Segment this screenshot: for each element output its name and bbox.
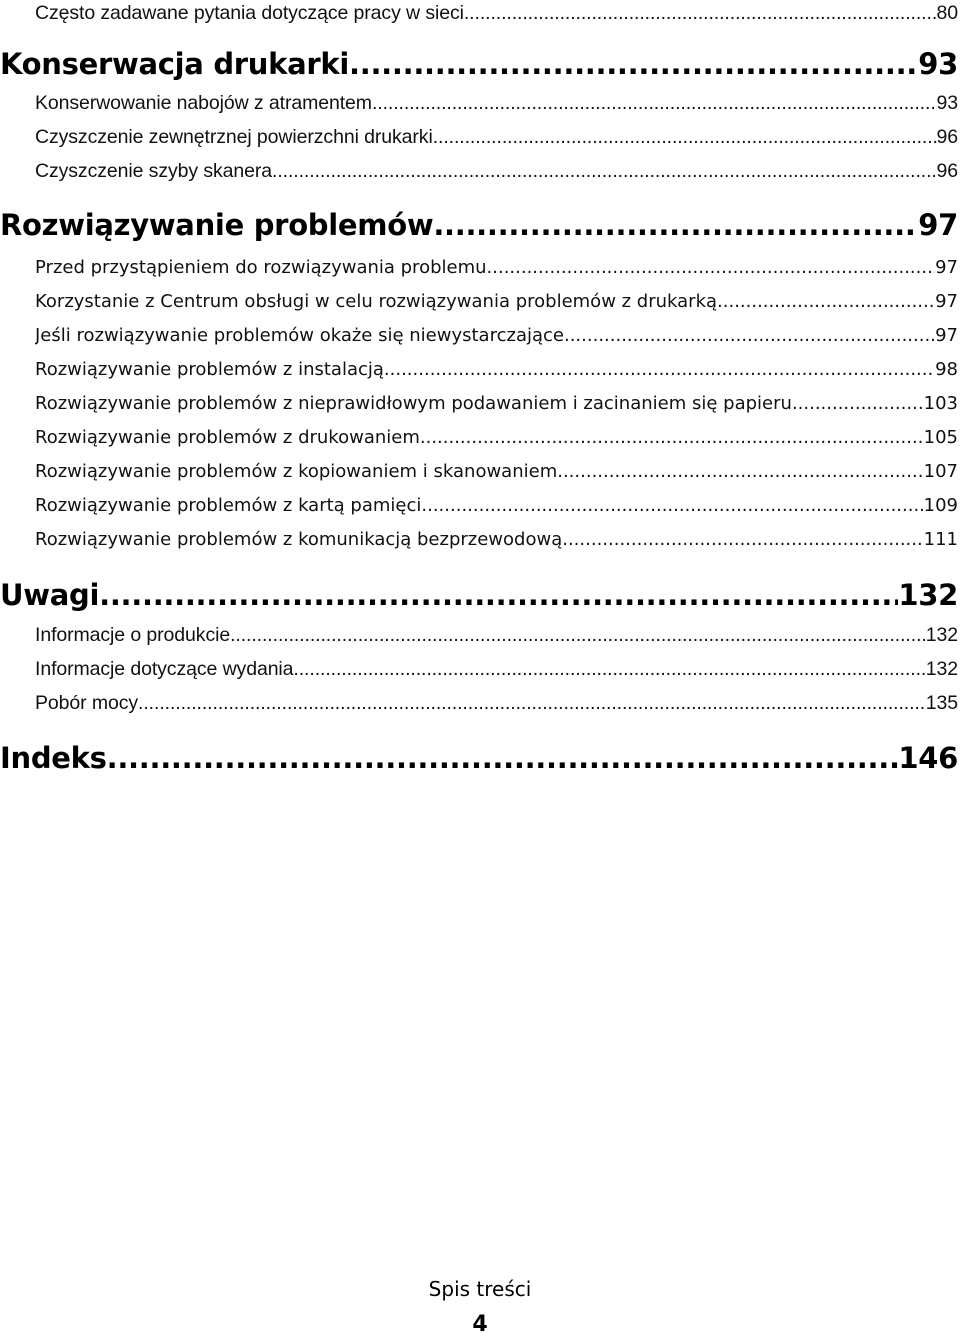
toc-entry-title: Informacje dotyczące wydania: [35, 658, 294, 680]
toc-chapter-title: Rozwiązywanie problemów: [0, 208, 434, 242]
toc-entry-title: Rozwiązywanie problemów z komunikacją bezprzewodową: [35, 529, 563, 550]
toc-entry-page: 105: [923, 427, 958, 448]
dot-leader: [487, 257, 936, 278]
toc-entry-page: 98: [935, 359, 958, 380]
toc-entry[interactable]: [35, 495, 958, 516]
dot-leader: [272, 160, 936, 183]
toc-entry[interactable]: [35, 257, 958, 278]
toc-entry-title: Czyszczenie szyby skanera: [35, 160, 273, 182]
toc-entry-page: 132: [925, 658, 958, 680]
footer-section-label: Spis treści: [428, 1277, 532, 1301]
toc-entry-page: 97: [935, 325, 958, 346]
toc-entry[interactable]: [35, 692, 958, 715]
toc-entry-page: 109: [923, 495, 958, 516]
dot-leader: [792, 393, 924, 414]
toc-entry-page: 96: [936, 160, 958, 182]
toc-chapter[interactable]: [0, 47, 958, 81]
dot-leader: [107, 741, 899, 775]
toc-entry-title: Pobór mocy: [35, 692, 139, 714]
dot-leader: [293, 658, 925, 681]
toc-entry-title: Rozwiązywanie problemów z drukowaniem: [35, 427, 420, 448]
toc-entry-title: Jeśli rozwiązywanie problemów okaże się niewystarczające: [35, 325, 564, 346]
toc-entry-page: 107: [923, 461, 958, 482]
toc-entry[interactable]: [35, 160, 958, 183]
toc-entry[interactable]: [35, 126, 958, 149]
toc-chapter[interactable]: [0, 741, 958, 775]
dot-leader: [420, 427, 924, 448]
toc-chapter-title: Uwagi: [0, 578, 100, 612]
toc-chapter-title: Konserwacja drukarki: [0, 47, 350, 81]
dot-leader: [433, 126, 937, 149]
dot-leader: [557, 461, 923, 482]
toc-entry-title: Rozwiązywanie problemów z kartą pamięci: [35, 495, 422, 516]
toc-entry[interactable]: [35, 359, 958, 380]
toc-entry[interactable]: [35, 325, 958, 346]
toc-entry-page: 103: [923, 393, 958, 414]
toc-entry[interactable]: [35, 2, 958, 25]
toc-chapter[interactable]: [0, 578, 958, 612]
toc-entry[interactable]: [35, 624, 958, 647]
dot-leader: [230, 624, 926, 647]
toc-entry-title: Informacje o produkcie: [35, 624, 231, 646]
toc-entry[interactable]: [35, 461, 958, 482]
toc-entry[interactable]: [35, 92, 958, 115]
toc-entry-page: 135: [925, 692, 958, 714]
toc-entry-page: 97: [935, 257, 958, 278]
toc-entry-title: Rozwiązywanie problemów z instalacją: [35, 359, 384, 380]
toc-entry-title: Korzystanie z Centrum obsługi w celu rozwiązywania problemów z drukarką: [35, 291, 718, 312]
toc-chapter-title: Indeks: [0, 741, 107, 775]
toc-entry-title: Rozwiązywanie problemów z kopiowaniem i skanowaniem: [35, 461, 558, 482]
dot-leader: [99, 578, 898, 612]
toc-entry[interactable]: [35, 427, 958, 448]
toc-chapter[interactable]: [0, 208, 958, 242]
toc-chapter-page: 97: [918, 208, 958, 242]
dot-leader: [464, 2, 937, 25]
toc-entry-title: Czyszczenie zewnętrznej powierzchni drukarki: [35, 126, 433, 148]
toc-chapter-page: 93: [918, 47, 958, 81]
toc-entry[interactable]: [35, 291, 958, 312]
toc-entry-page: 93: [936, 92, 958, 114]
dot-leader: [384, 359, 935, 380]
toc-entry-title: Przed przystąpieniem do rozwiązywania problemu: [35, 257, 487, 278]
dot-leader: [562, 529, 923, 550]
dot-leader: [349, 47, 918, 81]
toc-entry-page: 80: [936, 2, 958, 24]
toc-chapter-page: 146: [898, 741, 958, 775]
toc-entry-page: 111: [923, 529, 958, 550]
toc-entry-title: Konserwowanie nabojów z atramentem: [35, 92, 372, 114]
toc-chapter-page: 132: [898, 578, 958, 612]
dot-leader: [421, 495, 923, 516]
toc-entry-title: Często zadawane pytania dotyczące pracy w sieci: [35, 2, 464, 24]
toc-entry-page: 97: [935, 291, 958, 312]
dot-leader: [138, 692, 926, 715]
dot-leader: [372, 92, 937, 115]
toc-entry[interactable]: [35, 393, 958, 414]
footer-page-number: 4: [472, 1312, 488, 1337]
dot-leader: [717, 291, 935, 312]
dot-leader: [564, 325, 935, 346]
dot-leader: [433, 208, 918, 242]
toc-entry[interactable]: [35, 658, 958, 681]
toc-entry-page: 132: [925, 624, 958, 646]
toc-entry-title: Rozwiązywanie problemów z nieprawidłowym podawaniem i zacinaniem się papieru: [35, 393, 792, 414]
toc-entry[interactable]: [35, 529, 958, 550]
toc-entry-page: 96: [936, 126, 958, 148]
